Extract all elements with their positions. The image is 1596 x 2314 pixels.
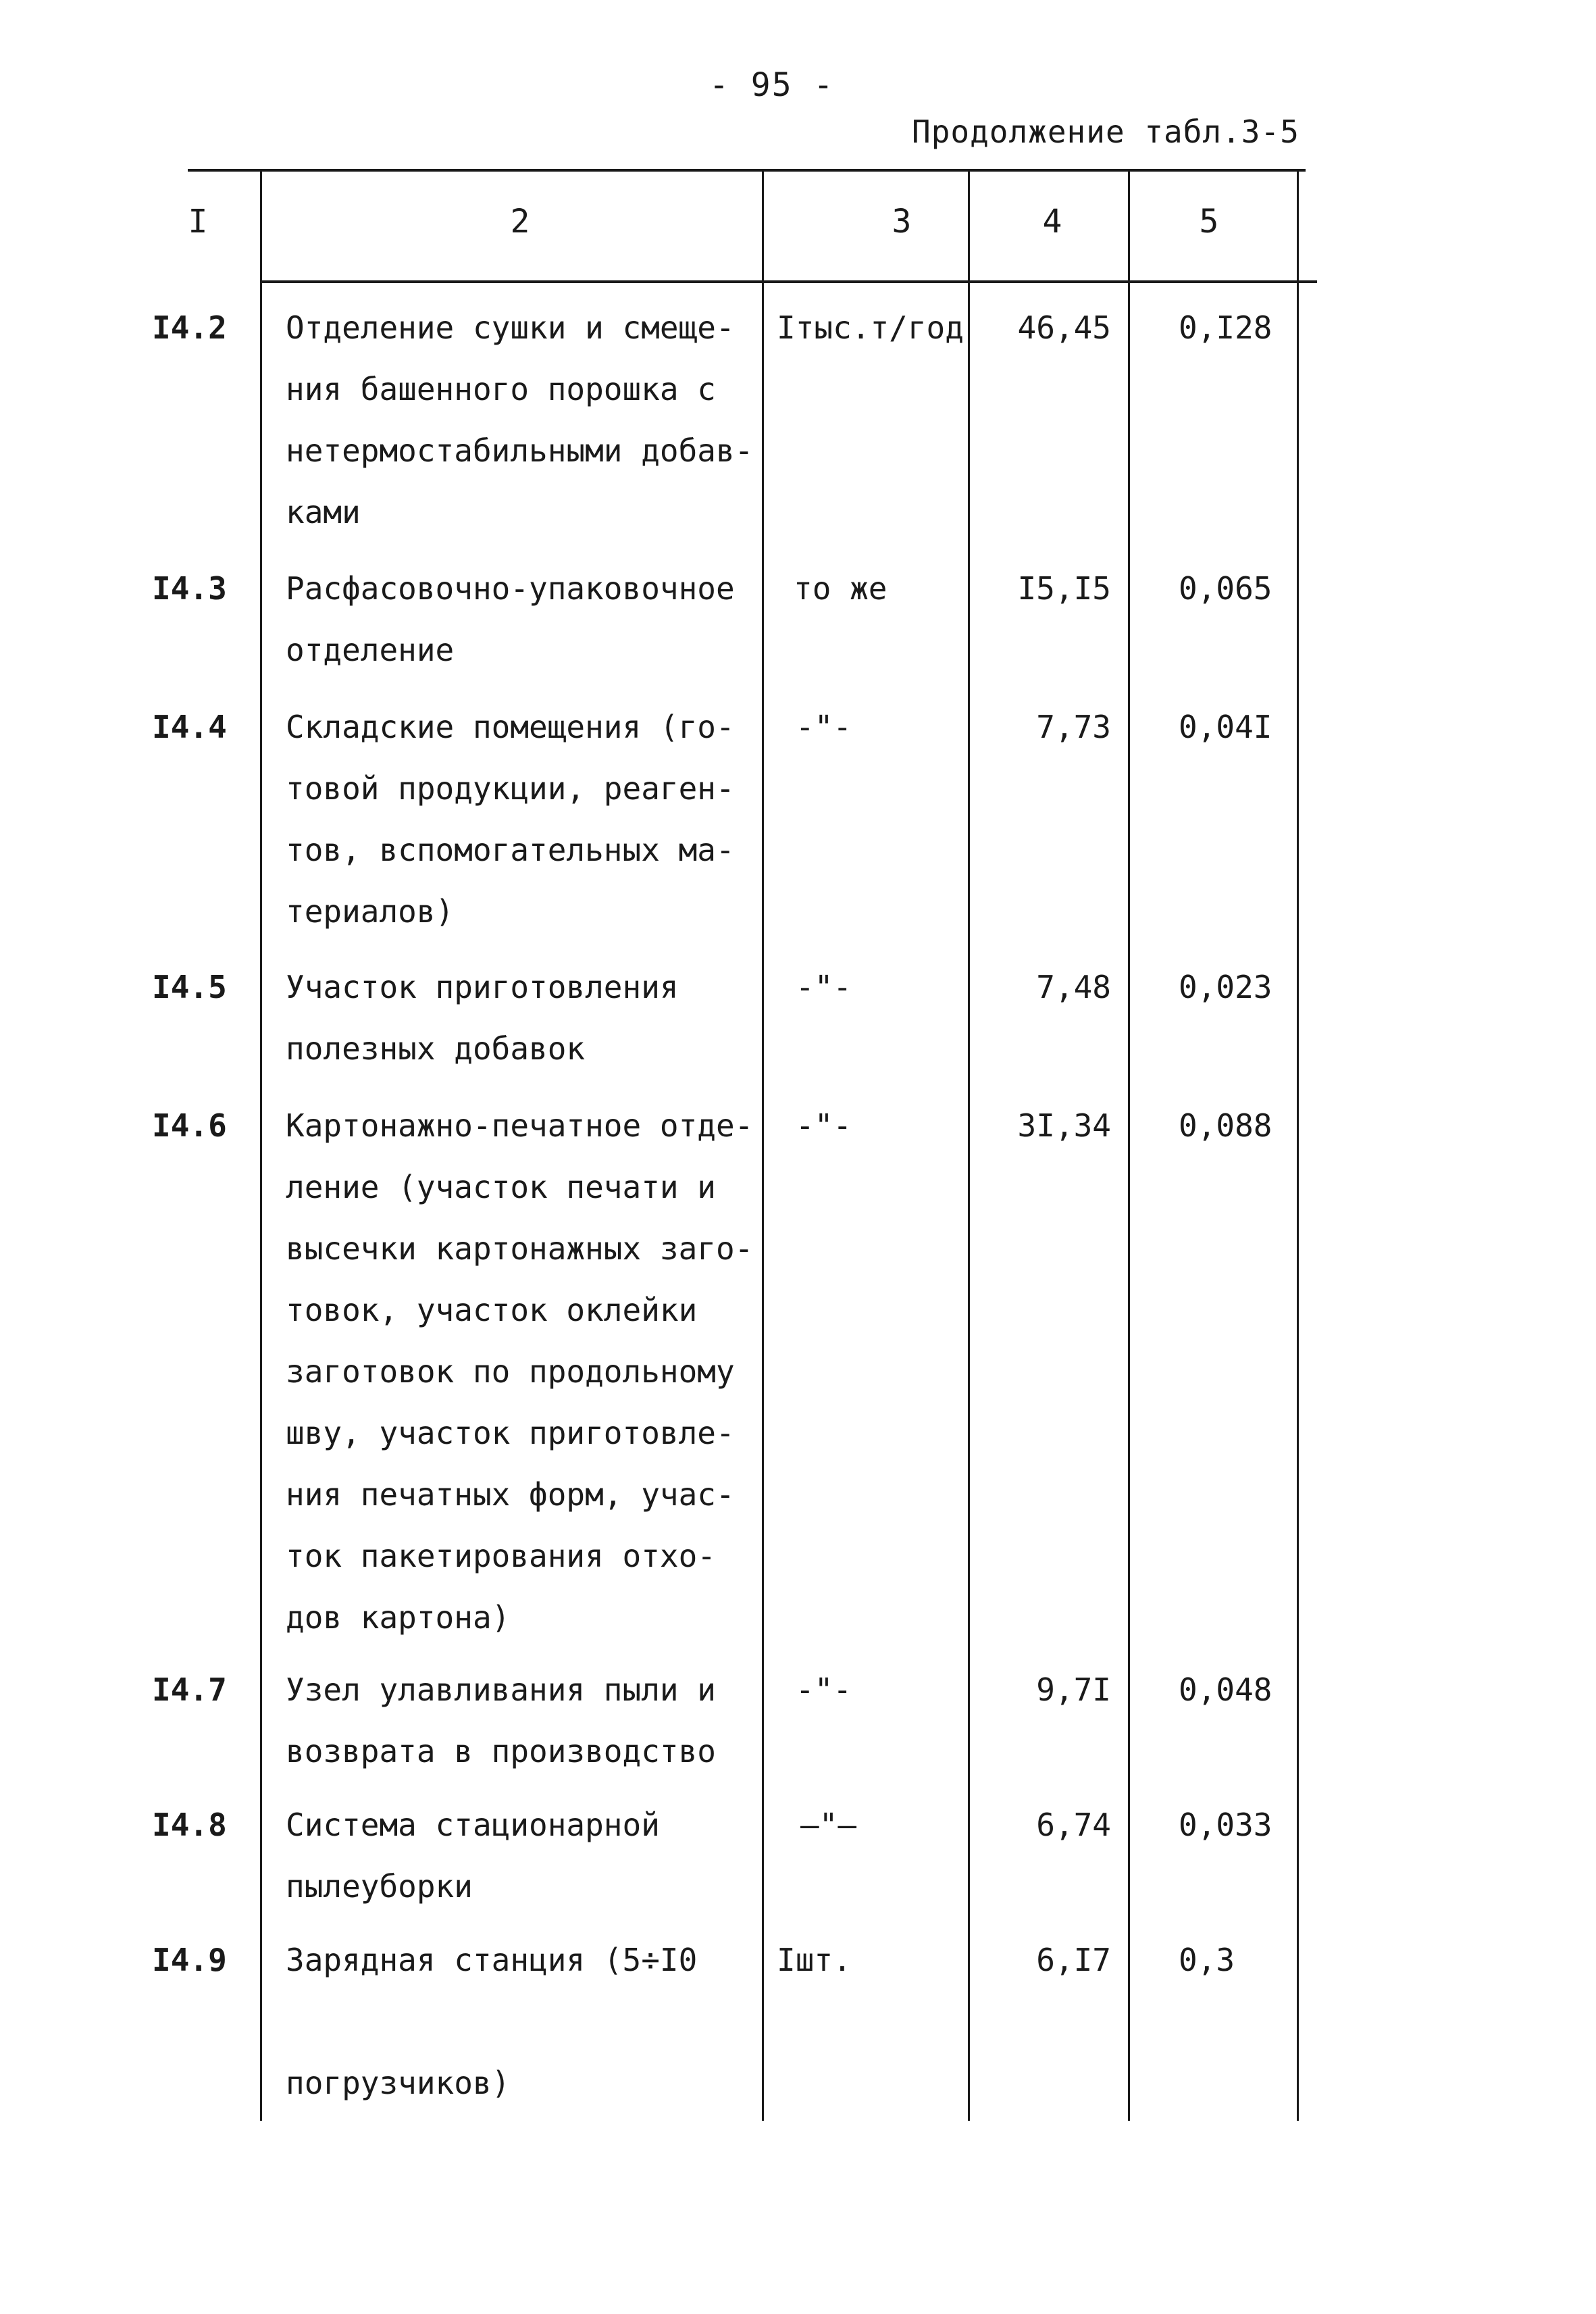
row-unit: -"- (796, 1107, 852, 1144)
row-name-line: товок, участок оклейки (286, 1292, 698, 1328)
row-name-line: Узел улавливания пыли и (286, 1671, 716, 1708)
row-id: I4.3 (152, 570, 227, 607)
row-unit: то же (794, 570, 887, 607)
row-name-line: отделение (286, 632, 455, 668)
row-name-line: дов картона) (286, 1599, 511, 1636)
row-col4: 46,45 (1017, 309, 1111, 346)
row-id: I4.4 (152, 709, 227, 745)
row-col4: I5,I5 (1017, 570, 1111, 607)
row-name-line: пылеуборки (286, 1868, 473, 1905)
row-col5: 0,3 (1179, 1942, 1235, 1978)
row-name-line: ток пакетирования отхо- (286, 1538, 716, 1574)
column-header: 3 (892, 203, 912, 241)
row-col4: 6,I7 (1036, 1942, 1111, 1978)
row-id: I4.2 (152, 309, 227, 346)
column-header: 2 (510, 203, 530, 241)
row-name (286, 697, 772, 942)
row-unit: —"— (800, 1807, 857, 1843)
row-name-line: полезных добавок (286, 1030, 586, 1067)
row-name-line: ление (участок печати и (286, 1169, 716, 1205)
row-name-line: товой продукции, реаген- (286, 770, 735, 807)
row-name-line: Расфасовочно-упаковочное (286, 570, 735, 607)
row-name (286, 1794, 772, 1917)
row-id: I4.8 (152, 1807, 227, 1843)
row-name (286, 957, 772, 1080)
row-col4: 7,48 (1036, 969, 1111, 1005)
row-name-line: ния башенного порошка с (286, 371, 716, 407)
row-col4: 9,7I (1036, 1671, 1111, 1708)
row-col5: 0,048 (1179, 1671, 1272, 1708)
row-col5: 0,I28 (1179, 309, 1272, 346)
row-col5: 0,033 (1179, 1807, 1272, 1843)
row-name (286, 1930, 772, 2114)
table-top-rule (188, 169, 1306, 172)
row-name-line: Участок приготовления (286, 969, 679, 1005)
row-id: I4.6 (152, 1107, 227, 1144)
row-name-line: Картонажно-печатное отде- (286, 1107, 754, 1144)
row-id: I4.5 (152, 969, 227, 1005)
row-name-line: тов, вспомогательных ма- (286, 832, 735, 868)
row-name (286, 297, 772, 543)
row-unit: -"- (796, 1671, 852, 1708)
page-number: - 95 - (709, 66, 835, 104)
row-col5: 0,065 (1179, 570, 1272, 607)
column-divider (1128, 172, 1130, 2121)
row-col4: 7,73 (1036, 709, 1111, 745)
row-col4: 3I,34 (1017, 1107, 1111, 1144)
row-col5: 0,088 (1179, 1107, 1272, 1144)
row-name (286, 558, 772, 681)
column-header: 5 (1199, 203, 1219, 241)
row-name-line: ками (286, 494, 361, 530)
row-unit: Iшт. (777, 1942, 852, 1978)
row-name (286, 1659, 772, 1782)
row-name-line: шву, участок приготовле- (286, 1415, 735, 1451)
row-id: I4.9 (152, 1942, 227, 1978)
row-name-line: Отделение сушки и смеще- (286, 309, 735, 346)
row-name-line: Зарядная станция (5÷I0 (286, 1942, 698, 1978)
row-unit: -"- (796, 969, 852, 1005)
row-name-line: ния печатных форм, учас- (286, 1476, 735, 1513)
row-col5: 0,04I (1179, 709, 1272, 745)
row-name-line: заготовок по продольному (286, 1353, 735, 1390)
row-name-line: Система стационарной (286, 1807, 660, 1843)
row-unit: -"- (796, 709, 852, 745)
row-unit: Iтыс.т/год (777, 309, 964, 346)
row-name-line (286, 1991, 772, 2053)
column-header: I (188, 203, 208, 241)
row-name-line: высечки картонажных заго- (286, 1230, 754, 1267)
table-caption: Продолжение табл.3-5 (912, 114, 1299, 150)
row-name (286, 1095, 772, 1649)
column-header: 4 (1042, 203, 1062, 241)
row-name-line: териалов) (286, 893, 455, 930)
row-id: I4.7 (152, 1671, 227, 1708)
row-name-line: возврата в производство (286, 1733, 716, 1769)
row-name-line: нетермостабильными добав- (286, 432, 754, 469)
row-name-line: погрузчиков) (286, 2065, 511, 2101)
header-bottom-rule (260, 280, 1317, 283)
column-divider (260, 172, 262, 2121)
row-col5: 0,023 (1179, 969, 1272, 1005)
row-col4: 6,74 (1036, 1807, 1111, 1843)
row-name-line: Складские помещения (го- (286, 709, 735, 745)
